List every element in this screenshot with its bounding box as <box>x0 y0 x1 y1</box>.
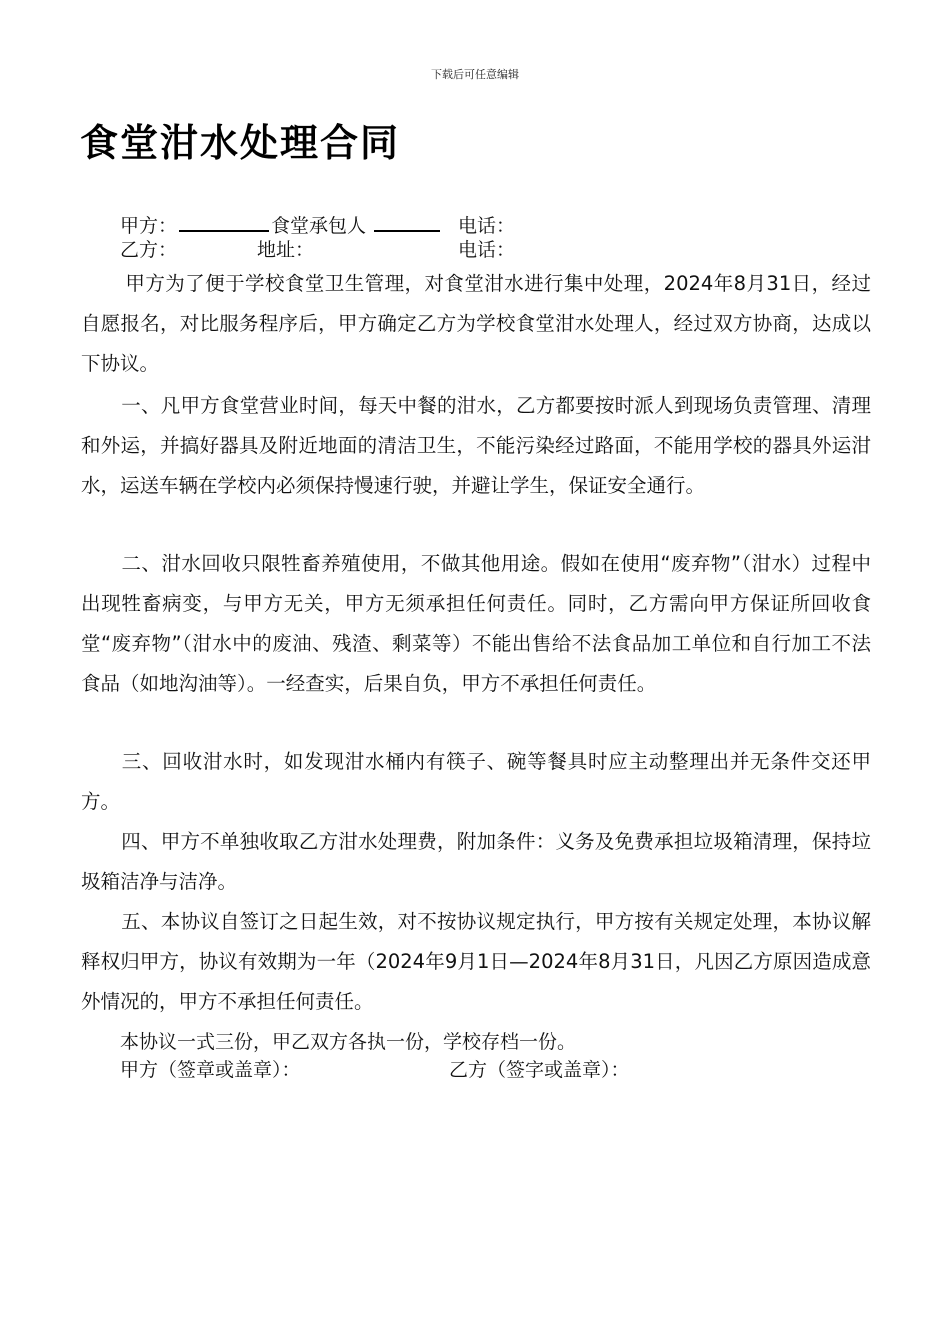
party-a-phone-label: 电话： <box>458 215 516 237</box>
party-b-signature: 乙方（签字或盖章）： <box>449 1059 630 1081</box>
clause-5: 五、本协议自签订之日起生效，对不按协议规定执行，甲方按有关规定处理，本协议解释权归甲方，协议有效期为一年（2024年9月1日—2024年8月31日，凡因乙方原因造成意外情况的，甲方不承担任何责任。 <box>81 910 871 1013</box>
copies-line: 本协议一式三份，甲乙双方各执一份，学校存档一份。 <box>120 1031 577 1053</box>
party-b-address-label: 地址： <box>257 239 315 261</box>
party-b-line <box>120 238 515 262</box>
party-b-label: 乙方： <box>120 239 178 261</box>
intro-paragraph: 甲方为了便于学校食堂卫生管理，对食堂泔水进行集中处理，2024年8月31日，经过自愿报名，对比服务程序后，甲方确定乙方为学校食堂泔水处理人，经过双方协商，达成以下协议。 <box>81 272 871 375</box>
clause-2: 二、泔水回收只限牲畜养殖使用，不做其他用途。假如在使用“废弃物”（泔水）过程中出现牲畜病变，与甲方无关，甲方无须承担任何责任。同时，乙方需向甲方保证所回收食堂“废弃物”（泔水中的废油、残渣、剩菜等）不能出售给不法食品加工单位和自行加工不法食品（如地沟油等）。一经查实，后果自负，甲方不承担任何责任。 <box>81 552 871 695</box>
header-note: 下载后可任意编辑 <box>431 68 519 81</box>
document-title: 食堂泔水处理合同 <box>80 120 401 165</box>
clause-4: 四、甲方不单独收取乙方泔水处理费，附加条件：义务及免费承担垃圾箱清理，保持垃圾箱洁净与洁净。 <box>81 830 871 893</box>
party-a-blank <box>179 212 269 232</box>
clause-3: 三、回收泔水时，如发现泔水桶内有筷子、碗等餐具时应主动整理出并无条件交还甲方。 <box>81 750 871 813</box>
clause-1: 一、凡甲方食堂营业时间，每天中餐的泔水，乙方都要按时派人到现场负责管理、清理和外运，并搞好器具及附近地面的清洁卫生，不能污染经过路面，不能用学校的器具外运泔水，运送车辆在学校内必须保持慢速行驶，并避让学生，保证安全通行。 <box>81 394 871 497</box>
party-b-phone-label: 电话： <box>458 239 516 261</box>
party-a-line <box>120 212 515 238</box>
party-a-signature: 甲方（签章或盖章）： <box>120 1059 301 1081</box>
contractor-blank <box>374 212 440 232</box>
party-a-label: 甲方： <box>120 215 178 237</box>
contractor-label: 食堂承包人 <box>271 215 367 237</box>
